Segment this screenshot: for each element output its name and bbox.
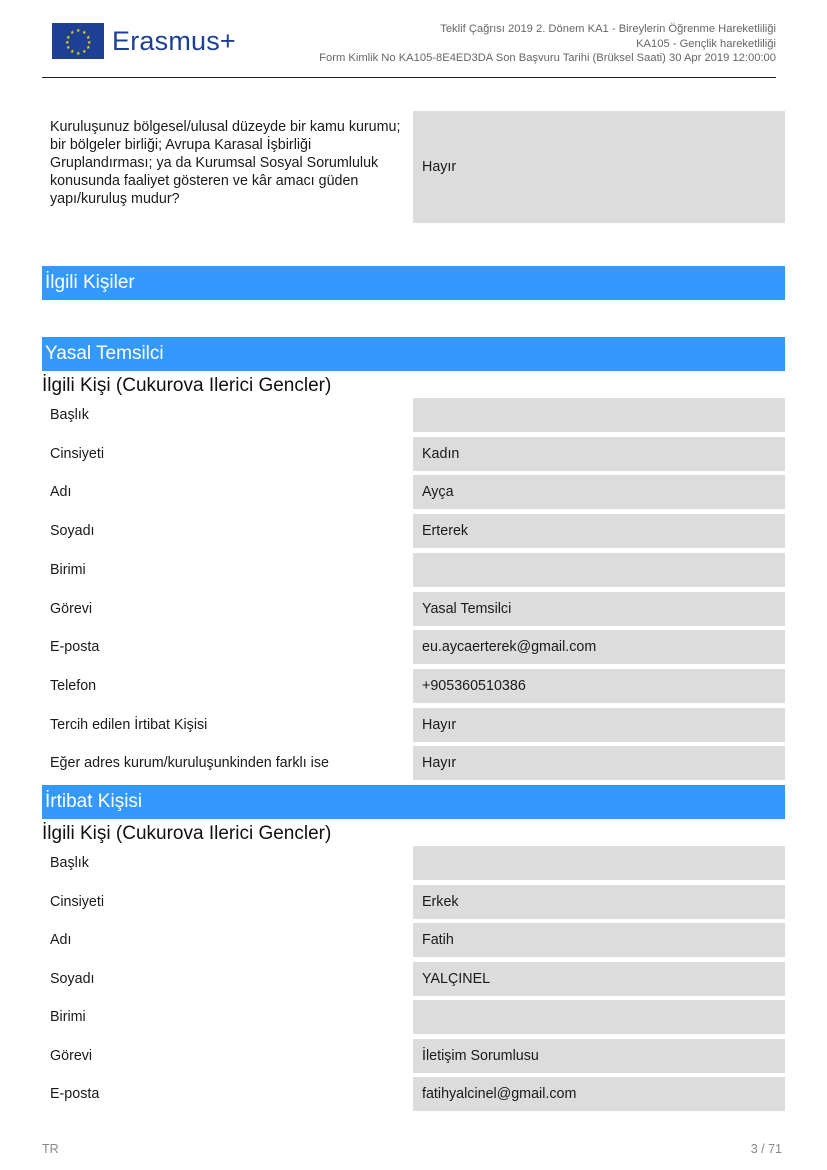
field-label: Soyadı xyxy=(50,970,95,987)
field-label: Soyadı xyxy=(50,523,95,540)
field-label: Birimi xyxy=(50,561,86,578)
field-value xyxy=(413,1000,785,1034)
field-label: Cinsiyeti xyxy=(50,893,105,910)
erasmus-logo xyxy=(52,23,236,59)
logo-text: Erasmus+ xyxy=(112,25,236,56)
question-row xyxy=(42,111,785,223)
field-row xyxy=(42,669,785,703)
field-row xyxy=(42,1039,785,1073)
field-value: Kadın xyxy=(413,437,785,471)
field-row xyxy=(42,1000,785,1034)
field-row xyxy=(42,437,785,471)
footer-language: TR xyxy=(42,1142,59,1156)
field-label: Adı xyxy=(50,932,72,948)
legal-rep-subtitle: İlgili Kişi (Cukurova Ilerici Gencler) xyxy=(42,375,332,396)
header-form-line: Form Kimlik No KA105-8E4ED3DA Son Başvuru Tarihi (Brüksel Saati) 30 Apr 2019 12:00:00 xyxy=(319,52,776,64)
header-action-line: KA105 - Gençlik hareketliliği xyxy=(636,37,776,50)
field-value: eu.aycaerterek@gmail.com xyxy=(413,630,785,664)
page-header xyxy=(42,18,776,78)
field-row xyxy=(42,962,785,996)
field-row xyxy=(42,514,785,548)
field-value: +905360510386 xyxy=(413,669,785,703)
field-value: Hayır xyxy=(413,746,785,780)
field-value: Yasal Temsilci xyxy=(413,592,785,626)
question-label: Kuruluşunuz bölgesel/ulusal düzeyde bir kamu kurumu; bir bölgeler birliği; Avrupa Karasal İşbirliği Gruplandırması; ya da Kurumsal Sosyal Sorumluluk konusunda faaliyet gösteren ve kâr amacı güden yapı/kuruluş mudur? xyxy=(50,119,401,207)
field-label: Eğer adres kurum/kuruluşunkinden farklı ise xyxy=(50,755,329,772)
footer-page-number: 3 / 71 xyxy=(750,1142,782,1156)
field-label: Birimi xyxy=(50,1009,86,1025)
field-value: Hayır xyxy=(413,708,785,742)
section-contact-person: İrtibat Kişisi xyxy=(42,785,785,819)
field-row xyxy=(42,708,785,742)
field-label: Görevi xyxy=(50,600,93,617)
field-row xyxy=(42,1077,785,1111)
field-row xyxy=(42,553,785,587)
field-label: E-posta xyxy=(50,639,100,656)
field-value: YALÇINEL xyxy=(413,962,785,996)
field-value: fatihyalcinel@gmail.com xyxy=(413,1077,785,1111)
field-row xyxy=(42,885,785,919)
field-row xyxy=(42,746,785,780)
field-value: İletişim Sorumlusu xyxy=(413,1039,785,1073)
header-call-line: Teklif Çağrısı 2019 2. Dönem KA1 - Bireylerin Öğrenme Hareketliliği xyxy=(440,23,776,35)
field-label: Tercih edilen İrtibat Kişisi xyxy=(50,716,208,733)
eu-flag-icon: ★ ★ ★ ★ ★ ★ ★ ★ ★ ★ ★ ★ xyxy=(52,23,104,59)
field-row xyxy=(42,846,785,880)
header-info xyxy=(319,22,776,66)
section-legal-representative: Yasal Temsilci xyxy=(42,337,785,371)
field-label: Başlık xyxy=(50,855,89,871)
field-label: Telefon xyxy=(50,677,97,694)
field-row xyxy=(42,923,785,957)
field-label: Cinsiyeti xyxy=(50,445,105,462)
field-value: Erterek xyxy=(413,514,785,548)
contact-subtitle: İlgili Kişi (Cukurova Ilerici Gencler) xyxy=(42,823,332,844)
field-label: Görevi xyxy=(50,1047,93,1064)
field-row xyxy=(42,398,785,432)
field-value: Fatih xyxy=(413,923,785,957)
field-label: E-posta xyxy=(50,1086,100,1102)
field-value: Erkek xyxy=(413,885,785,919)
field-row xyxy=(42,592,785,626)
field-value xyxy=(413,553,785,587)
field-label: Adı xyxy=(50,484,72,501)
field-row xyxy=(42,630,785,664)
field-value: Ayça xyxy=(413,475,785,509)
field-row xyxy=(42,475,785,509)
section-related-persons: İlgili Kişiler xyxy=(42,266,785,300)
question-value: Hayır xyxy=(413,111,785,223)
field-label: Başlık xyxy=(50,407,89,423)
field-value xyxy=(413,846,785,880)
field-value xyxy=(413,398,785,432)
